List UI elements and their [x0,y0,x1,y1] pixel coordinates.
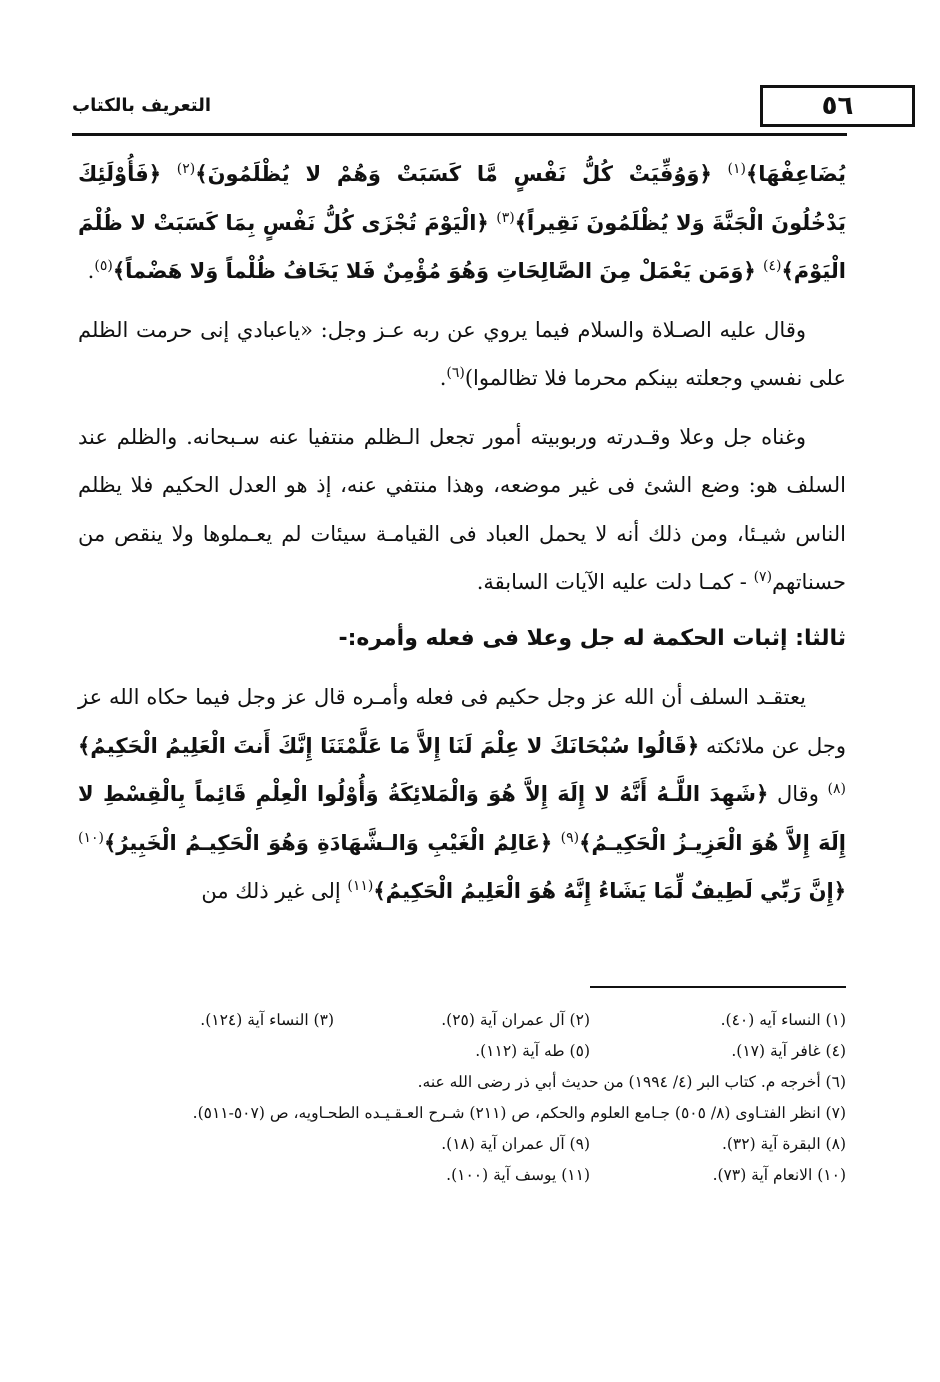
footnote-ref: (٩) [560,829,580,846]
main-text [78,150,846,916]
paragraph-wisdom [78,673,846,916]
quran-verse: ﴿فَأُوْلَئِكَ يَدْخُلُونَ الْجَنَّةَ وَلا يُظْلَمُونَ نَقِيراً﴾ [78,162,846,235]
footnote-10: (١٠) الانعام آية (٧٣). [712,1166,846,1184]
quran-verse: ﴿إِنَّ رَبِّي لَطِيفٌ لِّمَا يَشَاءُ إِنَّهُ هُوَ الْعَلِيمُ الْحَكِيمُ﴾ [373,879,846,903]
text-run: وقال [768,782,828,806]
footnote-1: (١) النساء آيه (٤٠). [720,1011,846,1029]
footnote-ref: (٢) [176,161,196,177]
section-heading: ثالثا: إثبات الحكمة له جل وعلا فى فعله وأمره:- [338,625,846,651]
footnote-row [78,1160,846,1191]
footnote-2: (٢) آل عمران آية (٢٥). [441,1011,590,1029]
footnote-ref: (١) [727,161,746,177]
footnote-row [78,1129,846,1160]
text-run: إلى غير ذلك من [201,879,348,903]
quran-verse: ﴿عَالِمُ الْغَيْبِ وَالـشَّهَادَةِ وَهُوَ الْحَكِيـمُ الْخَبِيرُ﴾ [103,830,561,855]
footnote-ref: (٨) [827,781,846,797]
paragraph-hadith [78,306,846,403]
page-header [72,85,854,135]
footnote-ref: (٤) [763,258,782,274]
paragraph-justice [78,413,846,607]
quran-verse: ﴿قَالُوا سُبْحَانَكَ لا عِلْمَ لَنَا إِلاَّ مَا عَلَّمْتَنَا إِنَّكَ أَنتَ الْعَلِيمُ الْحَكِيمُ﴾ [78,733,700,758]
footnote-ref: (١١) [347,878,374,894]
text-run: يعتقـد السلف أن الله عز وجل حكيم فى فعله وأمـره قال عز وجل فيما حكاه الله عز وجل عن ملائكته [78,685,846,758]
footnote-7: (٧) انظر الفتـاوى (٨/ ٥٠٥) جـامع العلوم والحكم، ص (٢١١) شـرح العـقـيـده الطحـاويه، ص (٥٠٧-٥١١). [192,1104,846,1122]
quran-verse: ﴿الْيَوْمَ تُجْزَى كُلُّ نَفْسٍ بِمَا كَسَبَتْ لا ظُلْمَ الْيَوْمَ﴾ [78,210,846,283]
footnote-11: (١١) يوسف آية (١٠٠). [446,1166,590,1184]
footnote-row [78,1005,846,1036]
text-run: . [439,366,447,390]
footnotes [78,1005,846,1191]
text-run: وغناه جل وعلا وقـدرته وربوبيته أمور تجعل الـظلم منتفيا عنه سـبحانه. والظلم عند السلف هو: وضع الشئ فى غير موضعه، وهذا منتفي عنه، إذ هو العدل الحكيم فلا يظلم الناس شيـئا، ومن ذلك أنه لا يحمل العباد فى القيامـة سيئات لم يعـملوها ولا ينقص من حسناتهم [78,424,846,594]
footnote-8: (٨) البقرة آية (٣٢). [721,1135,846,1153]
footnote-ref: (١٠) [78,829,104,846]
running-title: التعريف بالكتاب [72,95,212,116]
footnote-6: (٦) أخرجه م. كتاب البر (٤/ ١٩٩٤) من حديث أبي ذر رضى الله عنه. [417,1073,846,1091]
footnote-ref: (٥) [94,258,113,274]
footnote-row [78,1036,846,1067]
text-run: - كمـا دلت عليه الآيات السابقة. [476,570,754,594]
paragraph-verses [78,150,846,296]
footnote-ref: (٦) [446,365,465,381]
text-run: . [87,259,95,283]
quran-verse: ﴿وَمَن يَعْمَلْ مِنَ الصَّالِحَاتِ وَهُوَ مُؤْمِنٌ فَلا يَخَافُ ظُلْماً وَلا هَضْماً﴾ [112,259,763,283]
footnote-ref: (٧) [753,569,773,585]
footnote-3: (٣) النساء آية (١٢٤). [200,1011,334,1029]
footnote-separator [590,986,846,988]
footnote-9: (٩) آل عمران آية (١٨). [441,1135,590,1153]
quran-verse: يُضَاعِفْهَا﴾ [746,162,846,186]
quran-verse: ﴿وَوُفِّيَتْ كُلُّ نَفْسٍ مَّا كَسَبَتْ وَهُمْ لا يُظْلَمُونَ﴾ [195,162,728,186]
text-run: وقال عليه الصـلاة والسلام فيما يروي عن ربه عـز وجل: «ياعبادي إنى حرمت الظلم على نفسي وجعلته بينكم محرما فلا تظالموا) [78,317,846,390]
header-rule [72,133,847,136]
footnote-ref: (٣) [496,209,515,226]
page-number: ٥٦ [760,85,915,127]
footnote-4: (٤) غافر آية (١٧). [731,1042,846,1060]
quran-verse: ﴿شَهِدَ اللَّـهُ أَنَّهُ لا إِلَهَ إِلاَّ هُوَ وَالْمَلائِكَةُ وَأُوْلُوا الْعِلْمِ قَائِماً بِالْقِسْطِ لا إِلَهَ إِلاَّ هُوَ الْعَزِيـزُ الْحَكِيـمُ﴾ [78,782,846,855]
footnote-5: (٥) طه آية (١١٢). [475,1042,590,1060]
